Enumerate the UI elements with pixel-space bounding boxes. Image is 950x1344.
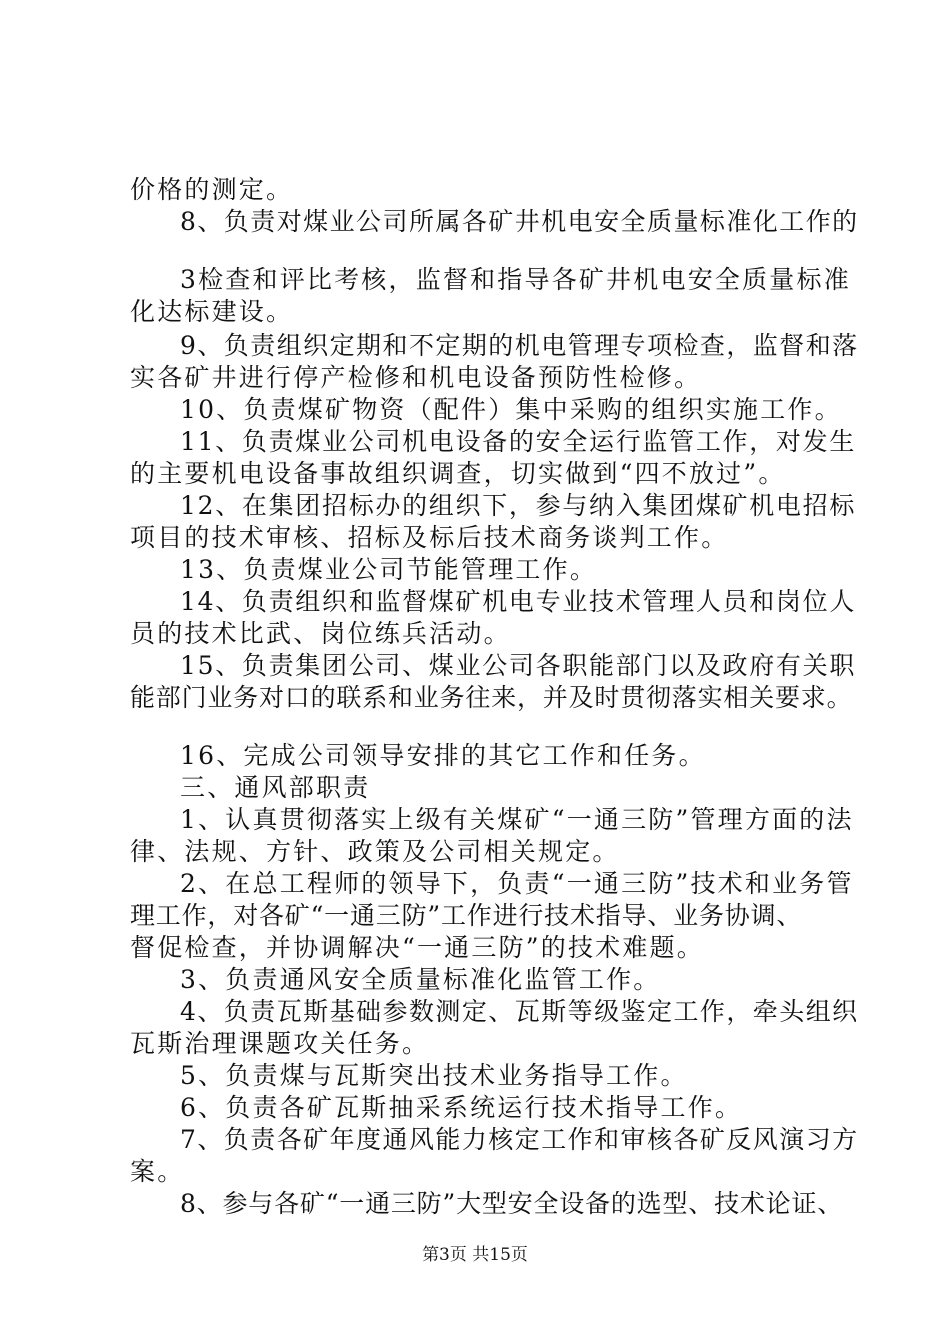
text-line-2: 8、负责对煤业公司所属各矿井机电安全质量标准化工作的 [180,207,859,236]
text-line-20: 律、法规、方针、政策及公司相关规定。 [130,837,620,866]
text-line-28: 6、负责各矿瓦斯抽采系统运行技术指导工作。 [180,1093,743,1122]
text-line-23: 督促检查，并协调解决“一通三防”的技术难题。 [130,933,704,962]
text-line-21: 2、在总工程师的领导下，负责“一通三防”技术和业务管 [180,869,854,898]
text-line-24: 3、负责通风安全质量标准化监管工作。 [180,965,661,994]
text-line-10: 12、在集团招标办的组织下，参与纳入集团煤矿机电招标 [180,491,857,520]
text-line-26: 瓦斯治理课题攻关任务。 [130,1029,430,1058]
text-line-18: 三、通风部职责 [180,773,371,802]
text-line-7: 10、负责煤矿物资（配件）集中采购的组织实施工作。 [180,395,842,424]
text-line-15: 15、负责集团公司、煤业公司各职能部门以及政府有关职 [180,651,857,680]
text-line-5: 9、负责组织定期和不定期的机电管理专项检查，监督和落 [180,331,859,360]
text-line-19: 1、认真贯彻落实上级有关煤矿“一通三防”管理方面的法 [180,805,854,834]
text-line-6: 实各矿井进行停产检修和机电设备预防性检修。 [130,363,702,392]
text-line-3: 3检查和评比考核，监督和指导各矿井机电安全质量标准 [180,265,851,294]
text-line-11: 项目的技术审核、招标及标后技术商务谈判工作。 [130,523,729,552]
text-line-9: 的主要机电设备事故组织调查，切实做到“四不放过”。 [130,459,786,488]
text-line-31: 8、参与各矿“一通三防”大型安全设备的选型、技术论证、 [180,1189,844,1218]
text-line-22: 理工作，对各矿“一通三防”工作进行技术指导、业务协调、 [130,901,803,930]
text-line-8: 11、负责煤业公司机电设备的安全运行监管工作，对发生 [180,427,857,456]
text-line-14: 员的技术比武、岗位练兵活动。 [130,619,511,648]
text-line-29: 7、负责各矿年度通风能力核定工作和审核各矿反风演习方 [180,1125,859,1154]
text-line-17: 16、完成公司领导安排的其它工作和任务。 [180,741,706,770]
text-line-25: 4、负责瓦斯基础参数测定、瓦斯等级鉴定工作，牵头组织 [180,997,859,1026]
text-line-16: 能部门业务对口的联系和业务往来，并及时贯彻落实相关要求。 [130,683,853,712]
text-line-4: 化达标建设。 [130,297,294,326]
text-line-30: 案。 [130,1157,185,1186]
text-line-27: 5、负责煤与瓦斯突出技术业务指导工作。 [180,1061,688,1090]
text-line-1: 价格的测定。 [130,175,294,204]
text-line-13: 14、负责组织和监督煤矿机电专业技术管理人员和岗位人 [180,587,857,616]
page-footer: 第3页 共15页 [422,1245,528,1265]
text-line-12: 13、负责煤业公司节能管理工作。 [180,555,598,584]
